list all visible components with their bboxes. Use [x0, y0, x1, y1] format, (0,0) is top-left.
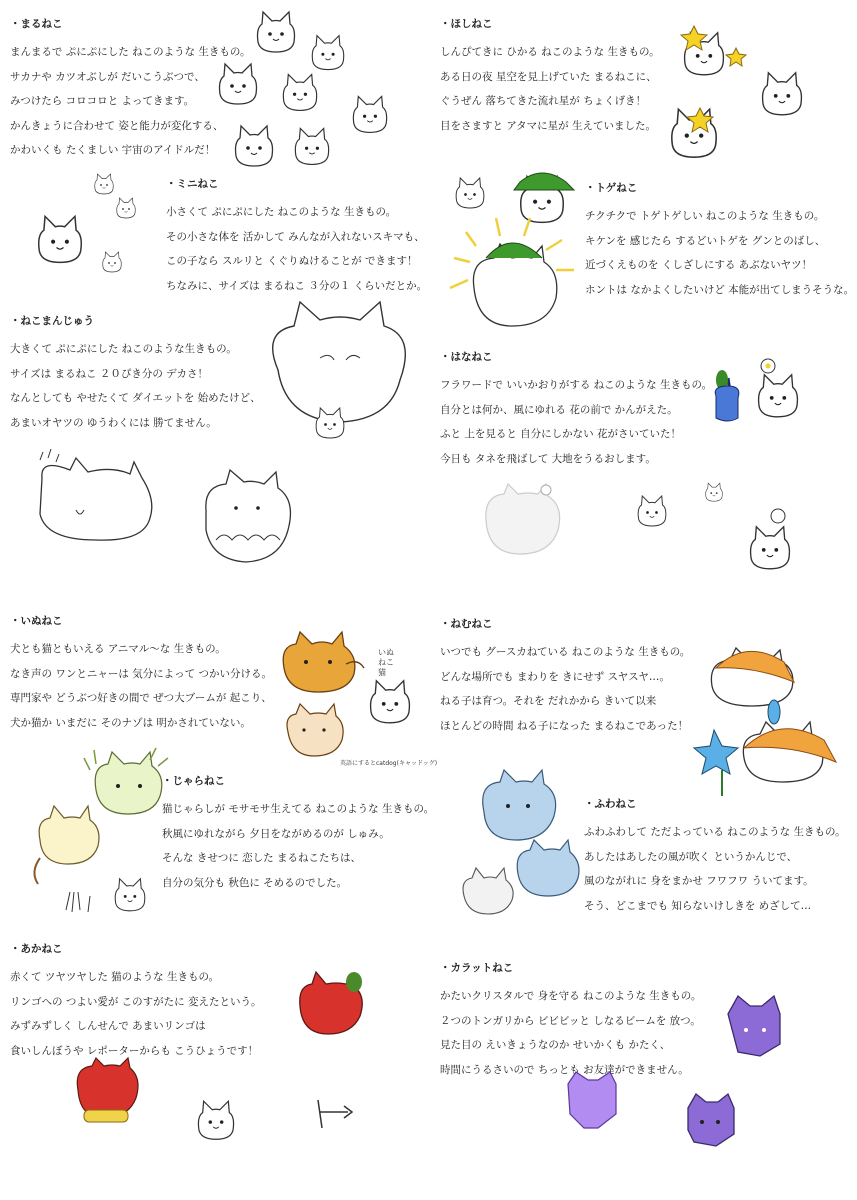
entry-line: ふと 上を見ると 自分にしかない 花がさいていた！ [440, 428, 682, 440]
entry-line: チクチクで トゲトゲしい ねこのような 生きもの。 [585, 210, 825, 222]
maruneko-cats [220, 12, 387, 166]
entry-line: みずみずしく しんせんで あまいリンゴは [10, 1020, 206, 1032]
entry-title: ・カラットねこ [440, 962, 514, 974]
entry-line: かんきょうに合わせて 姿と能力が変化する、 [10, 119, 224, 132]
entry-title: ・ほしねこ [440, 18, 493, 30]
togeneko-art [450, 173, 574, 326]
entry-title: ・じゃらねこ [162, 775, 225, 787]
entry-line: 今日も タネを飛ばして 大地をうるおします。 [440, 452, 656, 465]
entry-line: 猫じゃらしが モサモサ生えてる ねこのような 生きもの。 [162, 803, 435, 815]
entry-line: 自分とは何か、風にゆれる 花の前で かんがえた。 [440, 403, 678, 416]
inuneko-sign: いぬねこ 猫 [378, 648, 394, 677]
entry-line: ２つのトンガリから ビビビッと しなるビームを 放つ。 [440, 1014, 701, 1027]
entry-title: ・ねこまんじゅう [10, 315, 94, 327]
entry-line: ぐうぜん 落ちてきた流れ星が ちょくげき！ [440, 95, 647, 107]
hoshineko-art [672, 26, 802, 157]
entry-line: そんな きせつに 恋した まるねこたちは、 [162, 852, 362, 864]
nekomanju-art [40, 302, 405, 562]
entry-line: ねる子は育つ。それを だれかから きいて以来 [440, 695, 657, 707]
entry-title: ・ふわねこ [584, 798, 637, 810]
entry-line: 目をさますと アタマに星が 生えていました。 [440, 119, 656, 132]
entry-line: サカナや カツオぶしが だいこうぶつで、 [10, 70, 205, 83]
entry-line: かたいクリスタルで 身を守る ねこのような 生きもの。 [440, 990, 702, 1002]
entry-line: しんぴてきに ひかる ねこのような 生きもの。 [440, 46, 660, 58]
inuneko-caption: 英語にするとcatdog(キャッドッグ) [340, 760, 438, 767]
akaneko-art [77, 972, 362, 1139]
hananeko-art [486, 359, 798, 569]
nemuneko-art [694, 648, 836, 796]
entry-title: ・あかねこ [10, 943, 63, 955]
entry-title: ・まるねこ [10, 18, 63, 30]
entry-line: キケンを 感じたら するどいトゲを グンとのばし、 [585, 234, 826, 247]
karatto-art [568, 996, 780, 1146]
entry-title: ・ミニねこ [166, 178, 219, 190]
entry-title: ・いぬねこ [10, 615, 63, 627]
entry-line: ホントは なかよくしたいけど 本能が出てしまうそうな。 [585, 283, 855, 296]
entry-line: ある日の夜 星空を見上げていた まるねこに、 [440, 70, 657, 83]
entry-line: リンゴへの つよい愛が このすがたに 変えたという。 [10, 995, 262, 1008]
entry-line: かわいくも たくましい 宇宙のアイドルだ！ [10, 144, 216, 156]
entry-title: ・はなねこ [440, 351, 493, 363]
entry-line: ちなみに、サイズは まるねこ ３分の１ くらいだとか。 [166, 279, 428, 292]
entry-line: 犬とも猫ともいえる アニマル～な 生きもの。 [10, 643, 226, 655]
entry-line: なき声の ワンとニャーは 気分によって つかい分ける。 [10, 667, 273, 680]
entry-line: ほとんどの時間 ねる子になった まるねこであった！ [440, 719, 689, 732]
entry-line: みつけたら コロコロと よってきます。 [10, 95, 195, 107]
entry-line: サイズは まるねこ ２０ぴき分の デカさ！ [10, 367, 208, 380]
entry-title: ・ねむねこ [440, 618, 493, 630]
entry-line: この子なら スルリと くぐりぬけることが できます！ [166, 255, 418, 267]
entry-line: まんまるで ぷにぷにした ねこのような 生きもの。 [10, 46, 251, 58]
entry-line: 赤くて ツヤツヤした 猫のような 生きもの。 [10, 971, 220, 983]
entry-line: 自分の気分も 秋色に そめるのでした。 [162, 876, 348, 889]
jaraneko-art [34, 748, 168, 912]
entry-line: ふわふわして ただよっている ねこのような 生きもの。 [584, 826, 846, 838]
entry-line: いつでも グースカねている ねこのような 生きもの。 [440, 646, 691, 658]
entry-line: 犬か猫か いまだに そのナゾは 明かされていない。 [10, 716, 251, 729]
entry-line: 見た目の えいきょうなのか せいかくも かたく、 [440, 1039, 671, 1051]
entry-line: 秋風にゆれながら 夕日をながめるのが しゅみ。 [162, 827, 390, 840]
entry-line: 小さくて ぷにぷにした ねこのような 生きもの。 [166, 206, 397, 218]
entry-title: ・トゲねこ [585, 182, 638, 194]
entry-line: 専門家や どうぶつ好きの間で ぜつ大ブームが 起こり、 [10, 692, 272, 704]
entry-line: 大きくて ぷにぷにした ねこのような生きもの。 [10, 343, 237, 355]
entry-line: フラワードで いいかおりがする ねこのような 生きもの。 [440, 379, 713, 391]
entry-line: あまいオヤツの ゆうわくには 勝てません。 [10, 416, 217, 429]
entry-line: 食いしんぼうや レポーターからも こうひょうです！ [10, 1044, 259, 1057]
entry-line: その小さな体を 活かして みんなが入れないスキマも、 [166, 230, 425, 243]
entry-line: 時間にうるさいので ちっとも お友達ができません。 [440, 1063, 689, 1076]
fuwaneko-art [463, 770, 579, 914]
entry-line: どんな場所でも まわりを きにせず スヤスヤ…。 [440, 670, 670, 683]
mininneko-cats [39, 174, 136, 272]
entry-line: そう、どこまでも 知らないけしきを めざして… [584, 899, 812, 912]
entry-line: 風のながれに 身をまかせ フワフワ ういてます。 [584, 875, 814, 887]
entry-line: なんとしても やせたくて ダイエットを 始めたけど、 [10, 392, 261, 404]
entry-line: 近づくえものを くしざしにする あぶないヤツ！ [585, 259, 813, 271]
entry-line: あしたはあしたの風が吹く というかんじで、 [584, 850, 798, 863]
